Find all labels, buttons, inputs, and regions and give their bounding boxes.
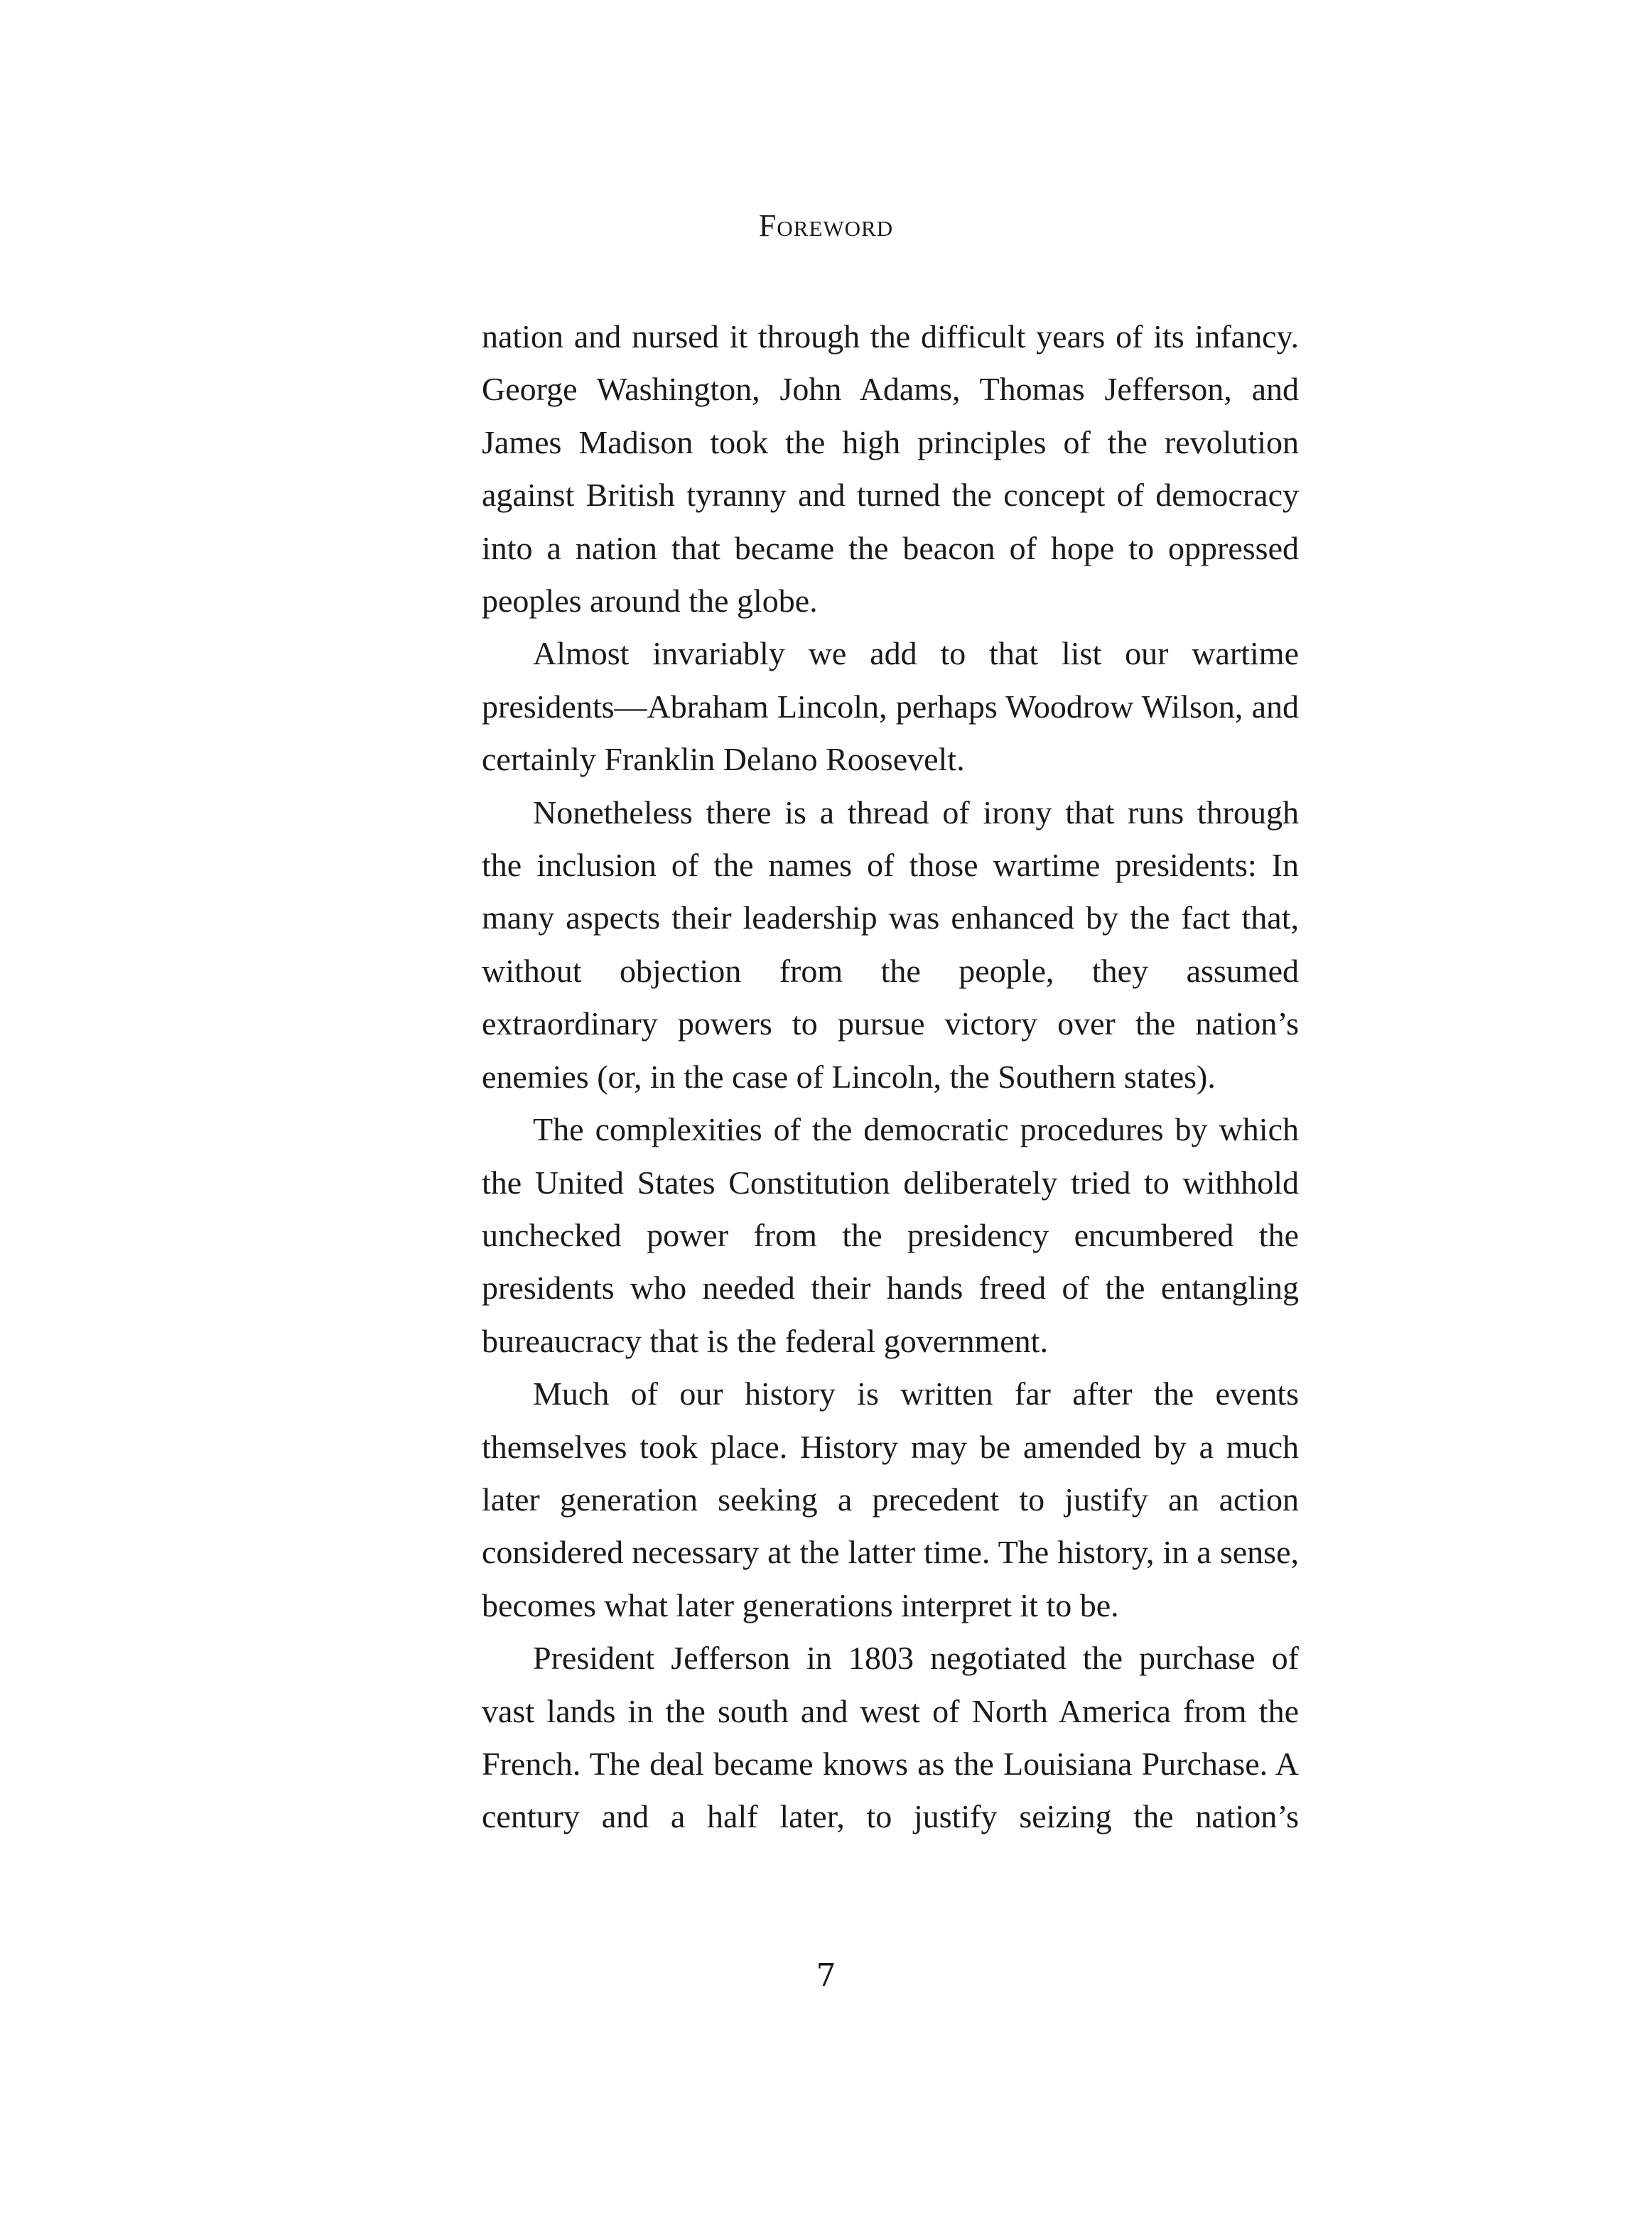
running-head: Foreword [758, 208, 894, 243]
paragraph: The complexities of the democratic procedures by which the United States Constitution deliberately tried to withhold unchecked power from the presidency encumbered the presidents who needed their hands freed of the entangling bureaucracy that is the federal government. [482, 1111, 1299, 1359]
paragraph: Almost invariably we add to that list our wartime presidents—Abraham Lincoln, perhaps Woodrow Wilson, and certainly Franklin Delano Roosevelt. [482, 635, 1299, 778]
paragraph-continued: nation and nursed it through the difficult years of its infancy. George Washington, John Adams, Thomas Jefferson, and James Madison took the high principles of the revolution against British tyranny and turned the concept of democracy into a nation that became the beacon of hope to oppressed peoples around the globe. [482, 318, 1299, 620]
paragraph: Much of our history is written far after the events themselves took place. History may be amended by a much later generation seeking a precedent to justify an action considered necessary at the latter time. The history, in a sense, becomes what later generations interpret it to be. [482, 1375, 1299, 1623]
body-text [482, 310, 1299, 1844]
page-number: 7 [816, 1957, 836, 1994]
paragraph-continues: President Jefferson in 1803 negotiated the purchase of vast lands in the south and west of North America from the French. The deal became knows as the Louisiana Purchase. A century and a half later, to justify seizing the nation’s [482, 1640, 1299, 1835]
paragraph: Nonetheless there is a thread of irony that runs through the inclusion of the names of those wartime presidents: In many aspects their leadership was enhanced by the fact that, without objection from the people, they assumed extraordinary powers to pursue victory over the nation’s enemies (or, in the case of Lincoln, the Southern states). [482, 794, 1299, 1095]
